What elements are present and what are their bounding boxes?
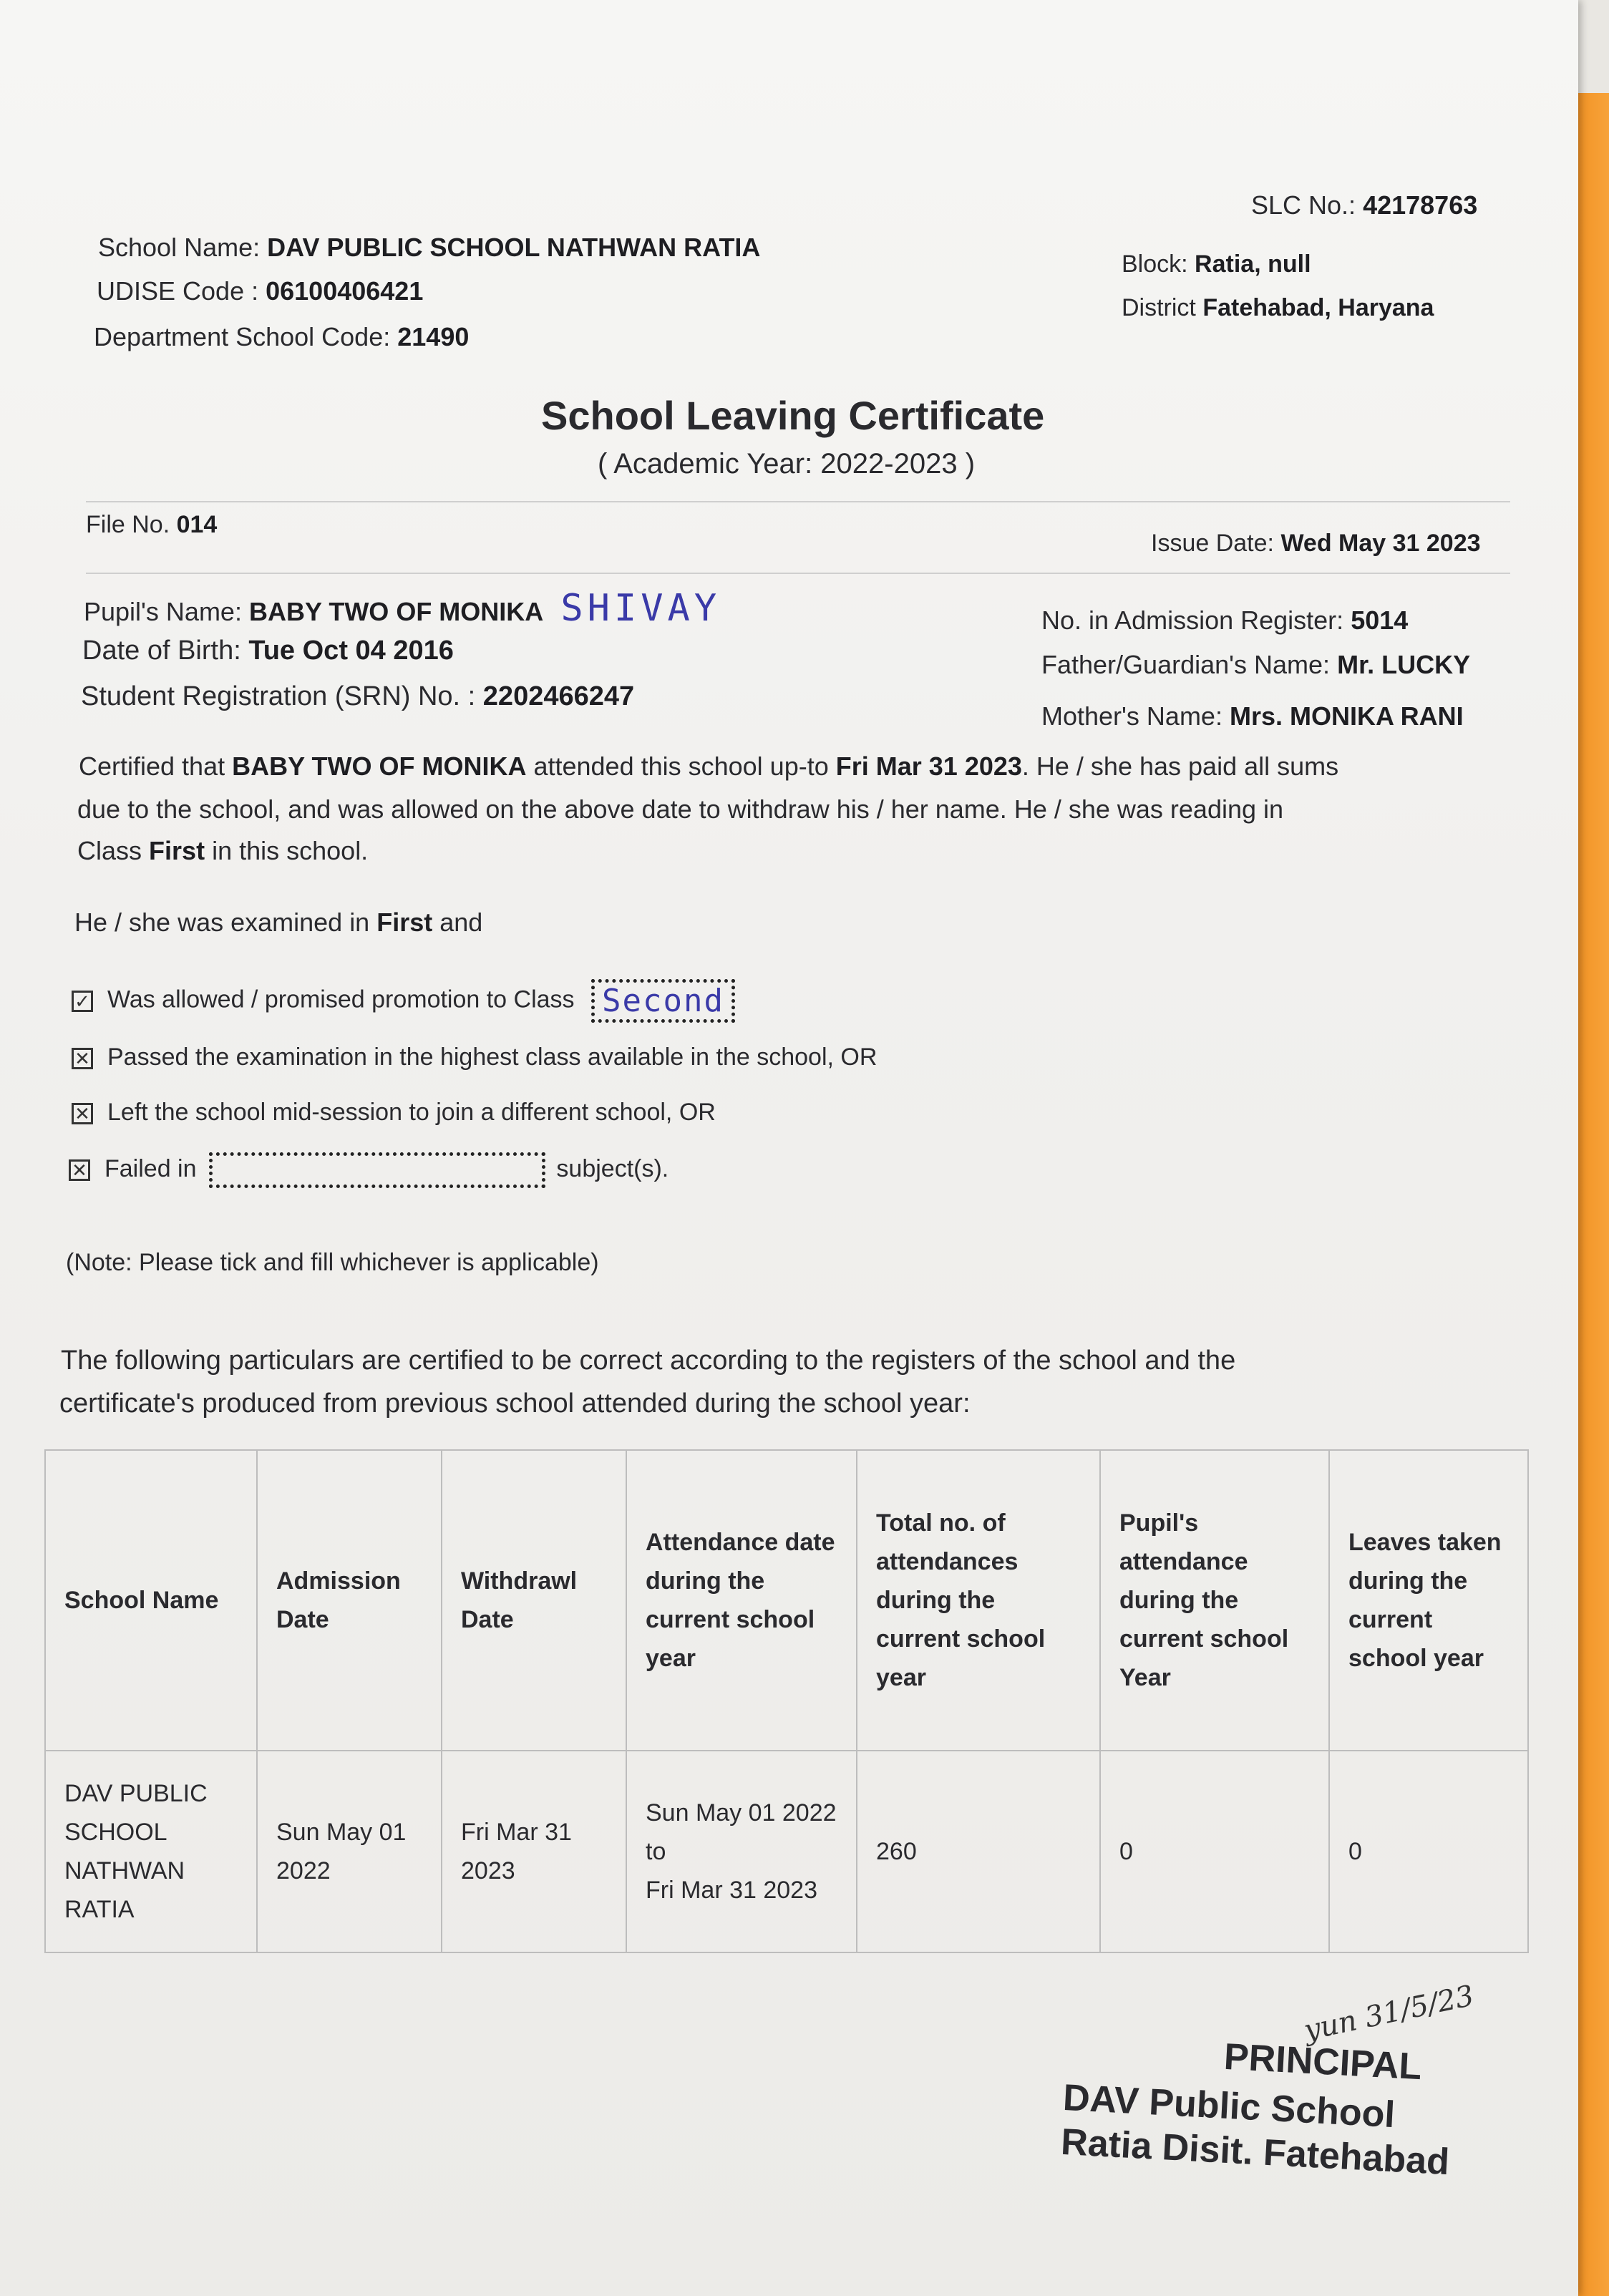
- mother-name: Mother's Name: Mrs. MONIKA RANI: [1041, 701, 1464, 731]
- option-left-mid-session: ✕ Left the school mid-session to join a different school, OR: [72, 1099, 716, 1127]
- statement-line-1: Certified that BABY TWO OF MONIKA attended this school up-to Fri Mar 31 2023. He / she has paid all sums: [79, 751, 1339, 781]
- cell-pupil-attendance: 0: [1100, 1751, 1329, 1952]
- divider: [86, 573, 1510, 574]
- stamp-location: Ratia Disit. Fatehabad: [1059, 2121, 1451, 2184]
- checkbox-promotion[interactable]: ✓: [72, 991, 93, 1012]
- checkbox-failed[interactable]: ✕: [69, 1159, 90, 1181]
- cell-total-attendances: 260: [857, 1751, 1100, 1952]
- option-failed: ✕ Failed in subject(s).: [69, 1152, 669, 1188]
- department-school-code: Department School Code: 21490: [94, 322, 470, 351]
- statement-line-2: due to the school, and was allowed on the above date to withdraw his / her name. He / she was reading in: [77, 794, 1284, 824]
- divider: [86, 501, 1510, 502]
- header-withdrawl-date: Withdrawl Date: [442, 1450, 626, 1751]
- header-admission-date: Admission Date: [257, 1450, 442, 1751]
- option-passed: ✕ Passed the examination in the highest class available in the school, OR: [72, 1044, 877, 1071]
- district: District Fatehabad, Haryana: [1122, 294, 1434, 321]
- udise-code: UDISE Code : 06100406421: [97, 276, 424, 306]
- block: Block: Ratia, null: [1122, 250, 1311, 278]
- promotion-class-field[interactable]: Second: [591, 979, 735, 1023]
- header-attendance-date: Attendance date during the current school year: [626, 1450, 857, 1751]
- cell-school-name: DAV PUBLIC SCHOOL NATHWAN RATIA: [45, 1751, 257, 1952]
- date-of-birth: Date of Birth: Tue Oct 04 2016: [82, 636, 454, 666]
- examined-line: He / she was examined in First and: [74, 908, 483, 937]
- statement-line-3: Class First in this school.: [77, 836, 369, 865]
- cell-leaves-taken: 0: [1329, 1751, 1528, 1952]
- particulars-table: [44, 1449, 1529, 1953]
- issue-date: Issue Date: Wed May 31 2023: [1151, 530, 1481, 557]
- header-school-name: School Name: [45, 1450, 257, 1751]
- father-guardian-name: Father/Guardian's Name: Mr. LUCKY: [1041, 650, 1471, 679]
- option-promotion: ✓ Was allowed / promised promotion to Class Second: [72, 979, 735, 1023]
- handwritten-name: SHIVAY: [560, 587, 721, 630]
- cell-attendance-date: [626, 1751, 857, 1952]
- file-number: File No. 014: [86, 511, 218, 538]
- attendance-to-word: to: [646, 1838, 666, 1865]
- table-header-row: [45, 1450, 1528, 1751]
- certificate-title: School Leaving Certificate: [541, 393, 1045, 438]
- cell-admission-date: Sun May 01 2022: [257, 1751, 442, 1952]
- admission-register-number: No. in Admission Register: 5014: [1041, 605, 1409, 635]
- table-row: [45, 1751, 1528, 1952]
- header-leaves-taken: Leaves taken during the current school year: [1329, 1450, 1528, 1751]
- stamp-principal: PRINCIPAL: [1222, 2035, 1423, 2088]
- pupil-name: Pupil's Name: BABY TWO OF MONIKA SHIVAY: [84, 587, 721, 630]
- particulars-intro-1: The following particulars are certified to be correct according to the registers of the school and the: [61, 1346, 1236, 1376]
- academic-year: ( Academic Year: 2022-2023 ): [598, 448, 976, 480]
- slc-number: SLC No.: 42178763: [1251, 190, 1478, 220]
- school-name: School Name: DAV PUBLIC SCHOOL NATHWAN RATIA: [98, 233, 761, 262]
- stamp-school-name: DAV Public School: [1061, 2076, 1396, 2136]
- checkbox-passed[interactable]: ✕: [72, 1048, 93, 1069]
- note: (Note: Please tick and fill whichever is applicable): [66, 1249, 599, 1276]
- srn-number: Student Registration (SRN) No. : 2202466247: [81, 681, 635, 711]
- attendance-from: Sun May 01 2022: [646, 1799, 837, 1826]
- particulars-intro-2: certificate's produced from previous school attended during the school year:: [59, 1388, 971, 1419]
- checkbox-left-mid-session[interactable]: ✕: [72, 1103, 93, 1124]
- header-total-attendances: Total no. of attendances during the current school year: [857, 1450, 1100, 1751]
- cell-withdrawl-date: Fri Mar 31 2023: [442, 1751, 626, 1952]
- principal-signature: yun 31/5/23: [1301, 1979, 1477, 2048]
- header-pupil-attendance: Pupil's attendance during the current school Year: [1100, 1450, 1329, 1751]
- attendance-to: Fri Mar 31 2023: [646, 1877, 817, 1904]
- failed-subjects-field[interactable]: [209, 1152, 545, 1188]
